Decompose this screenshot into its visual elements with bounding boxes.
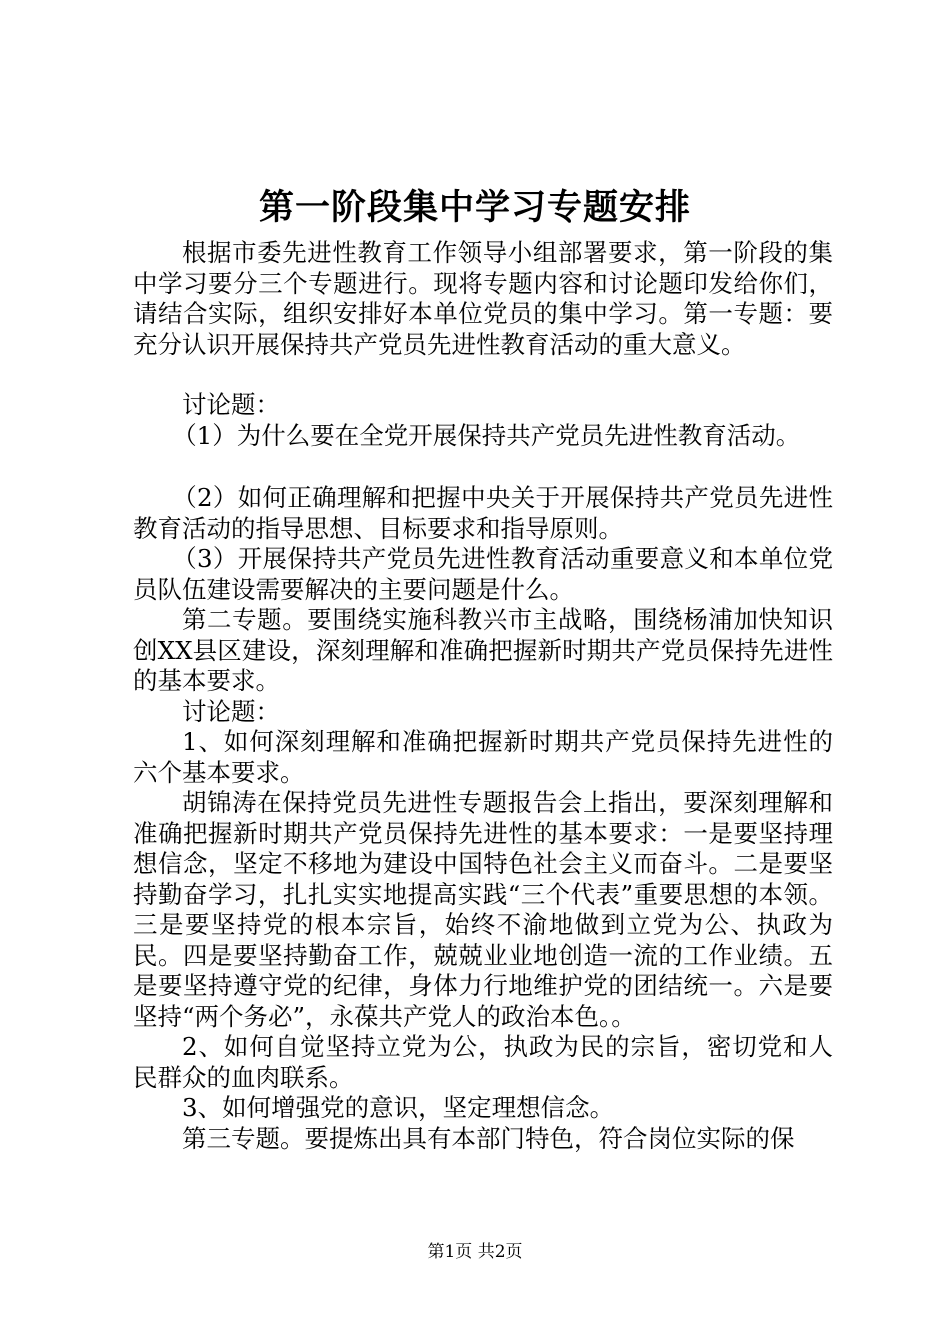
document-title: 第一阶段集中学习专题安排	[258, 187, 691, 228]
paragraph-question-2: （2）如何正确理解和把握中央关于开展保持共产党员先进性教育活动的指导思想、目标要求和指导原则。	[133, 483, 833, 543]
paragraph-item-1: 1、如何深刻理解和准确把握新时期共产党员保持先进性的六个基本要求。	[133, 727, 833, 787]
page-footer: 第1页 共2页	[427, 1242, 523, 1262]
paragraph-topic-2: 第二专题。要围绕实施科教兴市主战略，围绕杨浦加快知识创XX县区建设，深刻理解和准确把握新时期共产党员保持先进性的基本要求。	[133, 605, 833, 695]
paragraph-discussion-heading-2: 讨论题：	[182, 696, 280, 726]
paragraph-item-2: 2、如何自觉坚持立党为公，执政为民的宗旨，密切党和人民群众的血肉联系。	[133, 1032, 833, 1092]
paragraph-speech-summary: 胡锦涛在保持党员先进性专题报告会上指出，要深刻理解和准确把握新时期共产党员保持先进性的基本要求：一是要坚持理想信念，坚定不移地为建设中国特色社会主义而奋斗。二是要坚持勤奋学习，扎扎实实地提高实践“三个代表”重要思想的本领。三是要坚持党的根本宗旨，始终不渝地做到立党为公、执政为民。四是要坚持勤奋工作，兢兢业业地创造一流的工作业绩。五是要坚持遵守党的纪律，身体力行地维护党的团结统一。六是要坚持“两个务必”，永葆共产党人的政治本色。。	[133, 788, 833, 1031]
document-body	[133, 238, 833, 1154]
paragraph-topic-3: 第三专题。要提炼出具有本部门特色，符合岗位实际的保	[182, 1123, 795, 1153]
paragraph-question-3: （3）开展保持共产党员先进性教育活动重要意义和本单位党员队伍建设需要解决的主要问题是什么。	[133, 544, 833, 604]
paragraph-question-1: （1）为什么要在全党开展保持共产党员先进性教育活动。	[172, 420, 801, 450]
paragraph-item-3: 3、如何增强党的意识，坚定理想信念。	[182, 1093, 615, 1122]
paragraph-discussion-heading-1: 讨论题：	[182, 390, 280, 419]
paragraph-intro: 根据市委先进性教育工作领导小组部署要求，第一阶段的集中学习要分三个专题进行。现将专题内容和讨论题印发给你们，请结合实际，组织安排好本单位党员的集中学习。第一专题：要充分认识开展保持共产党员先进性教育活动的重大意义。	[133, 238, 833, 359]
